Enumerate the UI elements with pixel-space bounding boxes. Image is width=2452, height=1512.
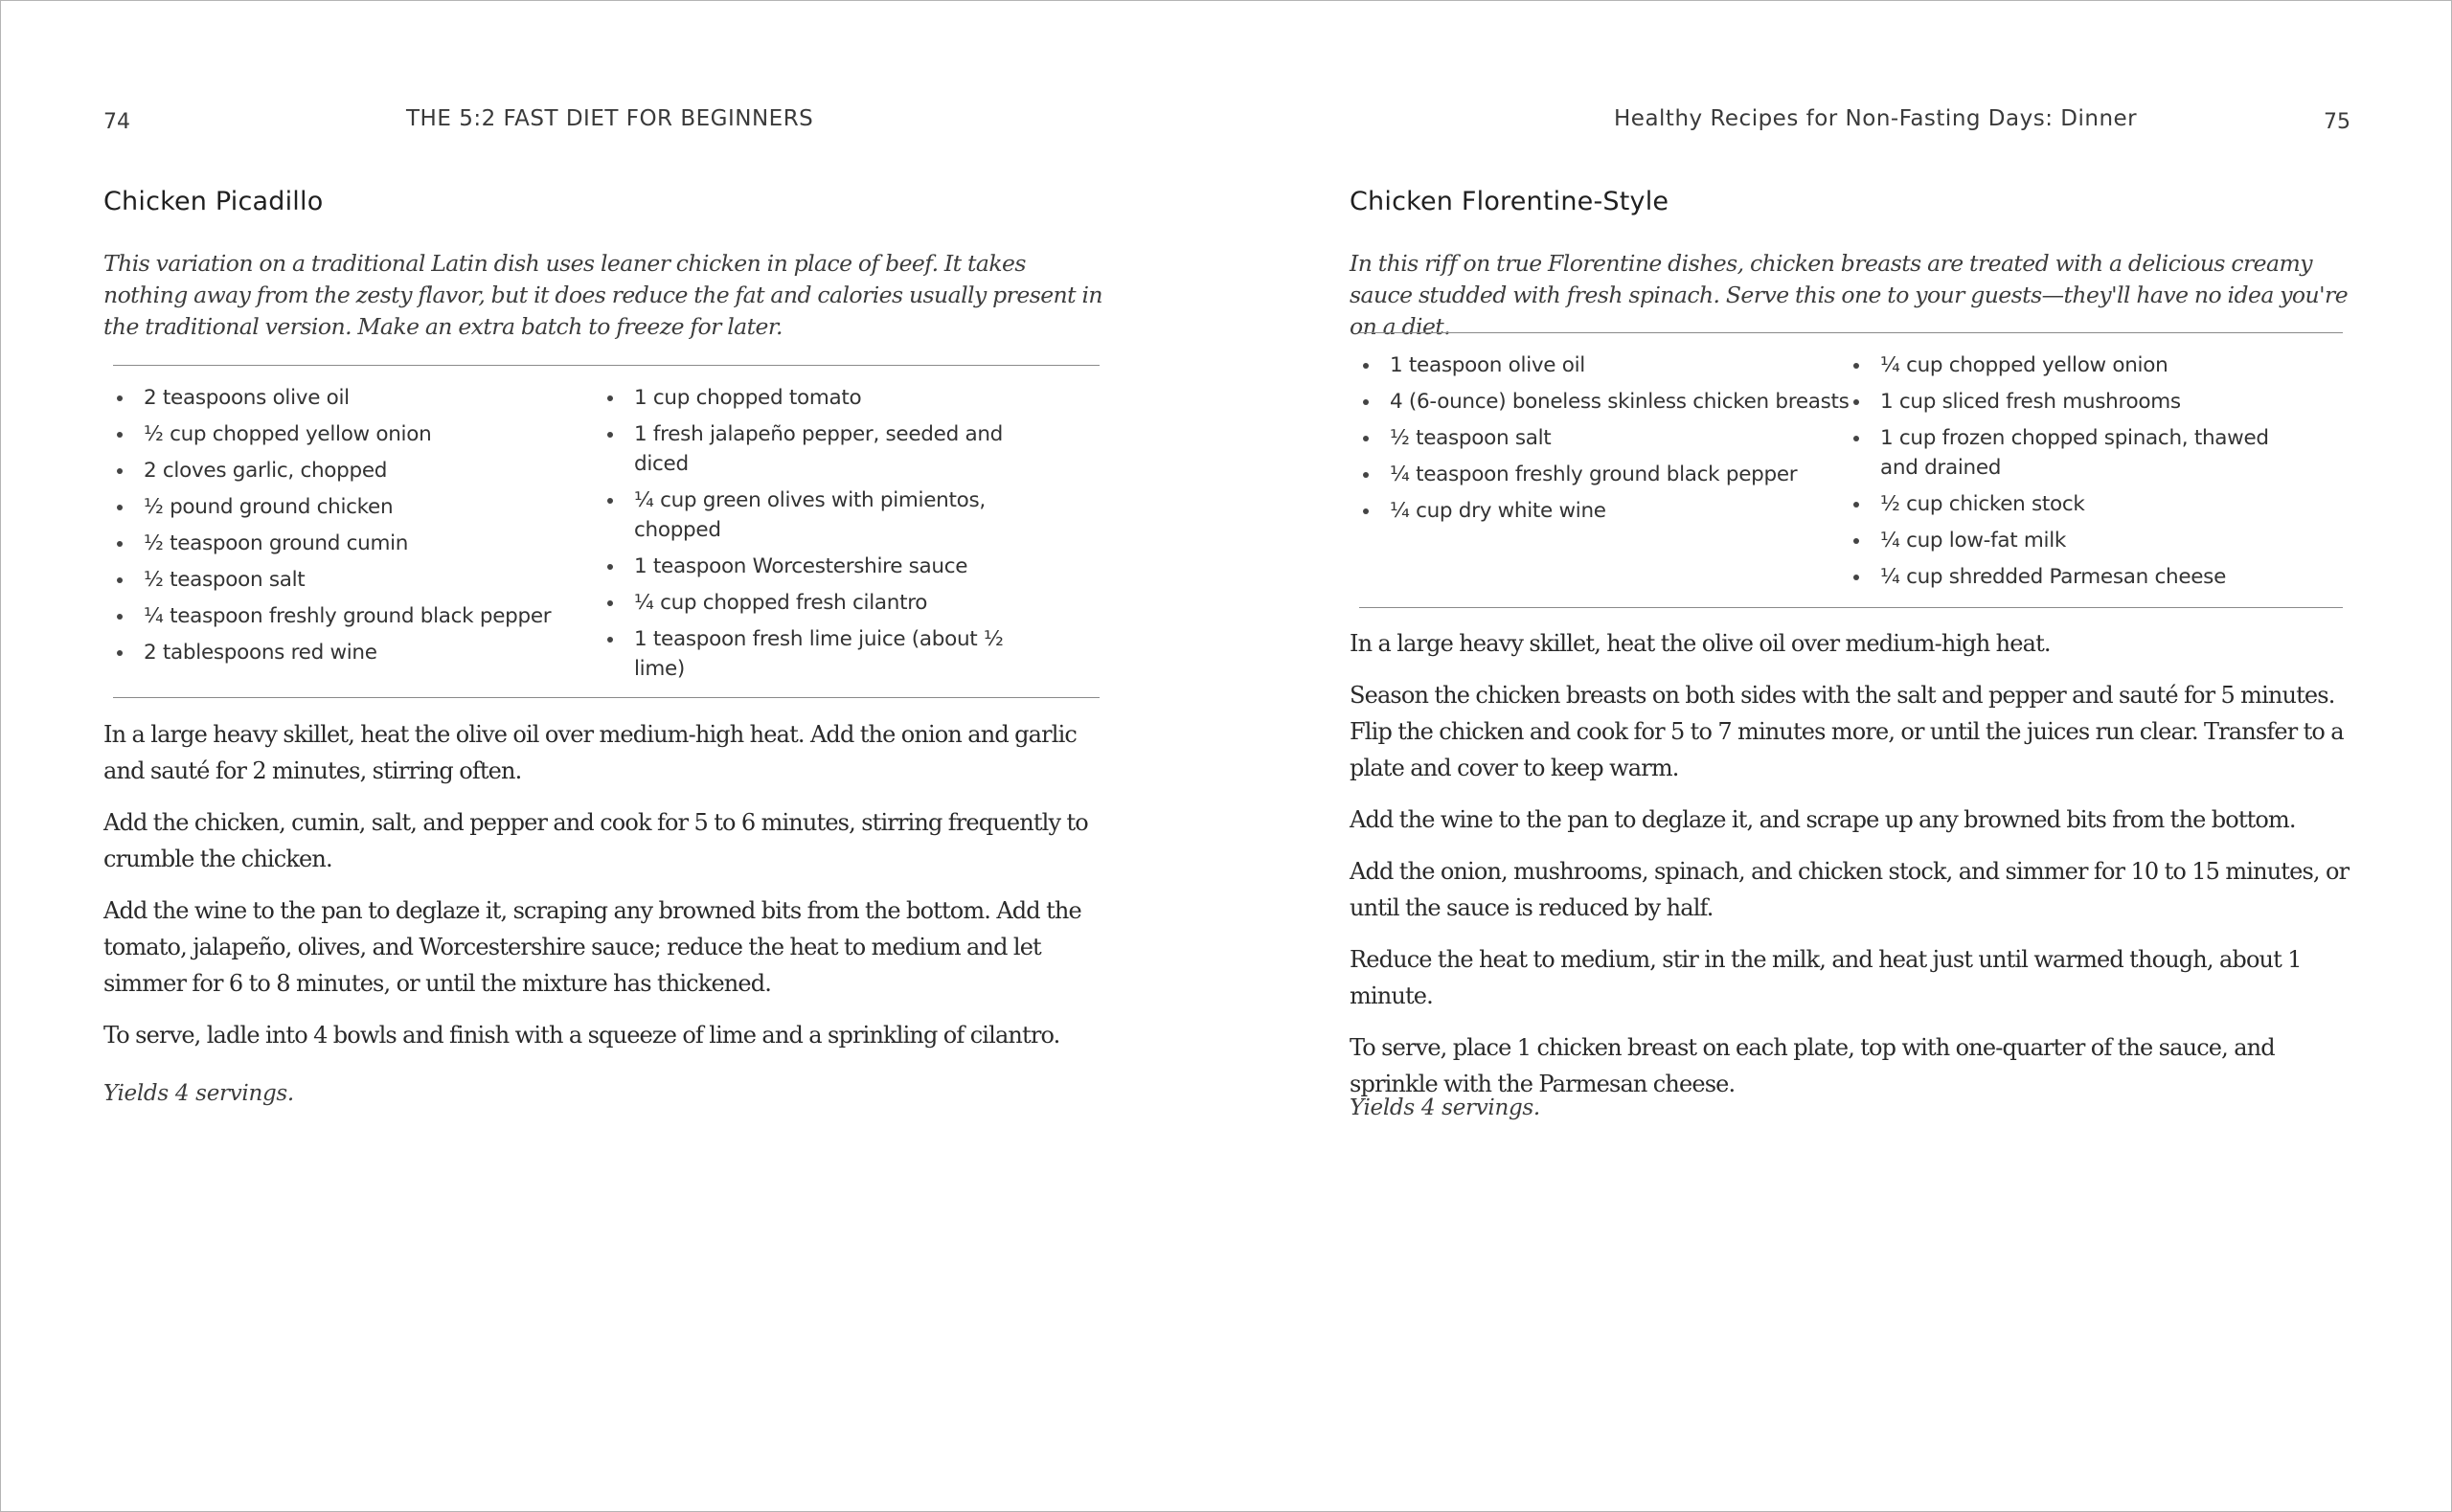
direction-step: In a large heavy skillet, heat the olive oil over medium-high heat. Add the onion and garlic and sauté for 2 minutes, stirring often. <box>103 721 1077 784</box>
direction-step: Add the onion, mushrooms, spinach, and chicken stock, and simmer for 10 to 15 minutes, or until the sauce is reduced by half. <box>1350 858 2350 921</box>
ingredient-item: ½ cup chicken stock <box>1850 489 2300 519</box>
directions-picadillo <box>103 716 1111 1069</box>
ingredient-item: 1 teaspoon fresh lime juice (about ½ lime) <box>603 624 1054 684</box>
ingredients-column-1 <box>1359 333 1850 607</box>
ingredients-box-florentine <box>1359 332 2343 608</box>
ingredients-column-1 <box>113 366 603 697</box>
recipe-intro-picadillo: This variation on a traditional Latin dish uses leaner chicken in place of beef. It takes nothing away from the zesty flavor, but it does reduce the fat and calories usually present in the traditional version. Make an extra batch to freeze for later. <box>103 250 1103 340</box>
ingredient-item: ½ pound ground chicken <box>113 492 603 522</box>
ingredient-item: 4 (6-ounce) boneless skinless chicken breasts <box>1359 387 1850 417</box>
ingredient-item: ¼ teaspoon freshly ground black pepper <box>1359 460 1850 489</box>
running-head-right: Healthy Recipes for Non-Fasting Days: Dinner <box>1614 106 2138 131</box>
ingredient-item: ½ cup chopped yellow onion <box>113 419 603 449</box>
ingredient-item: 1 teaspoon olive oil <box>1359 350 1850 380</box>
running-head-left: THE 5:2 FAST DIET FOR BEGINNERS <box>406 106 814 131</box>
ingredient-item: 1 fresh jalapeño pepper, seeded and diced <box>603 419 1054 479</box>
ingredients-column-2 <box>603 366 1054 697</box>
page-number-left: 74 <box>103 110 130 134</box>
ingredient-item: ¼ cup low-fat milk <box>1850 526 2300 555</box>
right-page <box>1350 1 2350 1511</box>
ingredient-item: 2 tablespoons red wine <box>113 638 603 667</box>
direction-step: To serve, place 1 chicken breast on each plate, top with one-quarter of the sauce, and sprinkle with the Parmesan cheese. <box>1350 1034 2275 1097</box>
ingredient-item: 1 cup chopped tomato <box>603 383 1054 413</box>
directions-florentine <box>1350 625 2354 1117</box>
recipe-title-florentine: Chicken Florentine-Style <box>1350 187 1669 216</box>
page-number-right: 75 <box>2324 110 2350 134</box>
direction-step: Add the wine to the pan to deglaze it, and scrape up any browned bits from the bottom. <box>1350 806 2296 833</box>
ingredient-item: 1 cup sliced fresh mushrooms <box>1850 387 2300 417</box>
ingredients-column-2 <box>1850 333 2300 607</box>
recipe-intro-florentine: In this riff on true Florentine dishes, chicken breasts are treated with a delicious creamy sauce studded with fresh spinach. Serve this one to your guests—they'll have no idea you're on a diet. <box>1350 250 2349 340</box>
ingredient-item: ¼ cup chopped yellow onion <box>1850 350 2300 380</box>
ingredient-item: ¼ cup green olives with pimientos, chopped <box>603 485 1054 545</box>
direction-step: Add the wine to the pan to deglaze it, scraping any browned bits from the bottom. Add the tomato, jalapeño, olives, and Worcestershire sauce; reduce the heat to medium and let simmer for 6 to 8 minutes, or until the mixture has thickened. <box>103 897 1081 997</box>
ingredient-item: 2 cloves garlic, chopped <box>113 456 603 485</box>
ingredient-item: 1 cup frozen chopped spinach, thawed and drained <box>1850 423 2300 483</box>
direction-step: Add the chicken, cumin, salt, and pepper and cook for 5 to 6 minutes, stirring frequently to crumble the chicken. <box>103 809 1088 872</box>
recipe-yield-florentine: Yields 4 servings. <box>1350 1095 1540 1120</box>
ingredient-item: ½ teaspoon ground cumin <box>113 529 603 558</box>
ingredient-item: ½ teaspoon salt <box>1359 423 1850 453</box>
direction-step: In a large heavy skillet, heat the olive oil over medium-high heat. <box>1350 630 2051 657</box>
ingredient-item: ½ teaspoon salt <box>113 565 603 595</box>
ingredient-item: 2 teaspoons olive oil <box>113 383 603 413</box>
recipe-title-picadillo: Chicken Picadillo <box>103 187 324 216</box>
recipe-yield-picadillo: Yields 4 servings. <box>103 1081 294 1106</box>
ingredient-item: ¼ cup chopped fresh cilantro <box>603 588 1054 618</box>
ingredient-item: 1 teaspoon Worcestershire sauce <box>603 552 1054 581</box>
direction-step: Season the chicken breasts on both sides with the salt and pepper and sauté for 5 minutes. Flip the chicken and cook for 5 to 7 minutes more, or until the juices run clear. Transfer to a plate and cover to keep warm. <box>1350 682 2344 781</box>
direction-step: To serve, ladle into 4 bowls and finish with a squeeze of lime and a sprinkling of cilantro. <box>103 1022 1060 1049</box>
left-page <box>103 1 1107 1511</box>
ingredient-item: ¼ cup dry white wine <box>1359 496 1850 526</box>
ingredient-item: ¼ teaspoon freshly ground black pepper <box>113 601 603 631</box>
direction-step: Reduce the heat to medium, stir in the milk, and heat just until warmed though, about 1 minute. <box>1350 946 2302 1009</box>
ingredient-item: ¼ cup shredded Parmesan cheese <box>1850 562 2300 592</box>
ingredients-box-picadillo <box>113 365 1100 698</box>
